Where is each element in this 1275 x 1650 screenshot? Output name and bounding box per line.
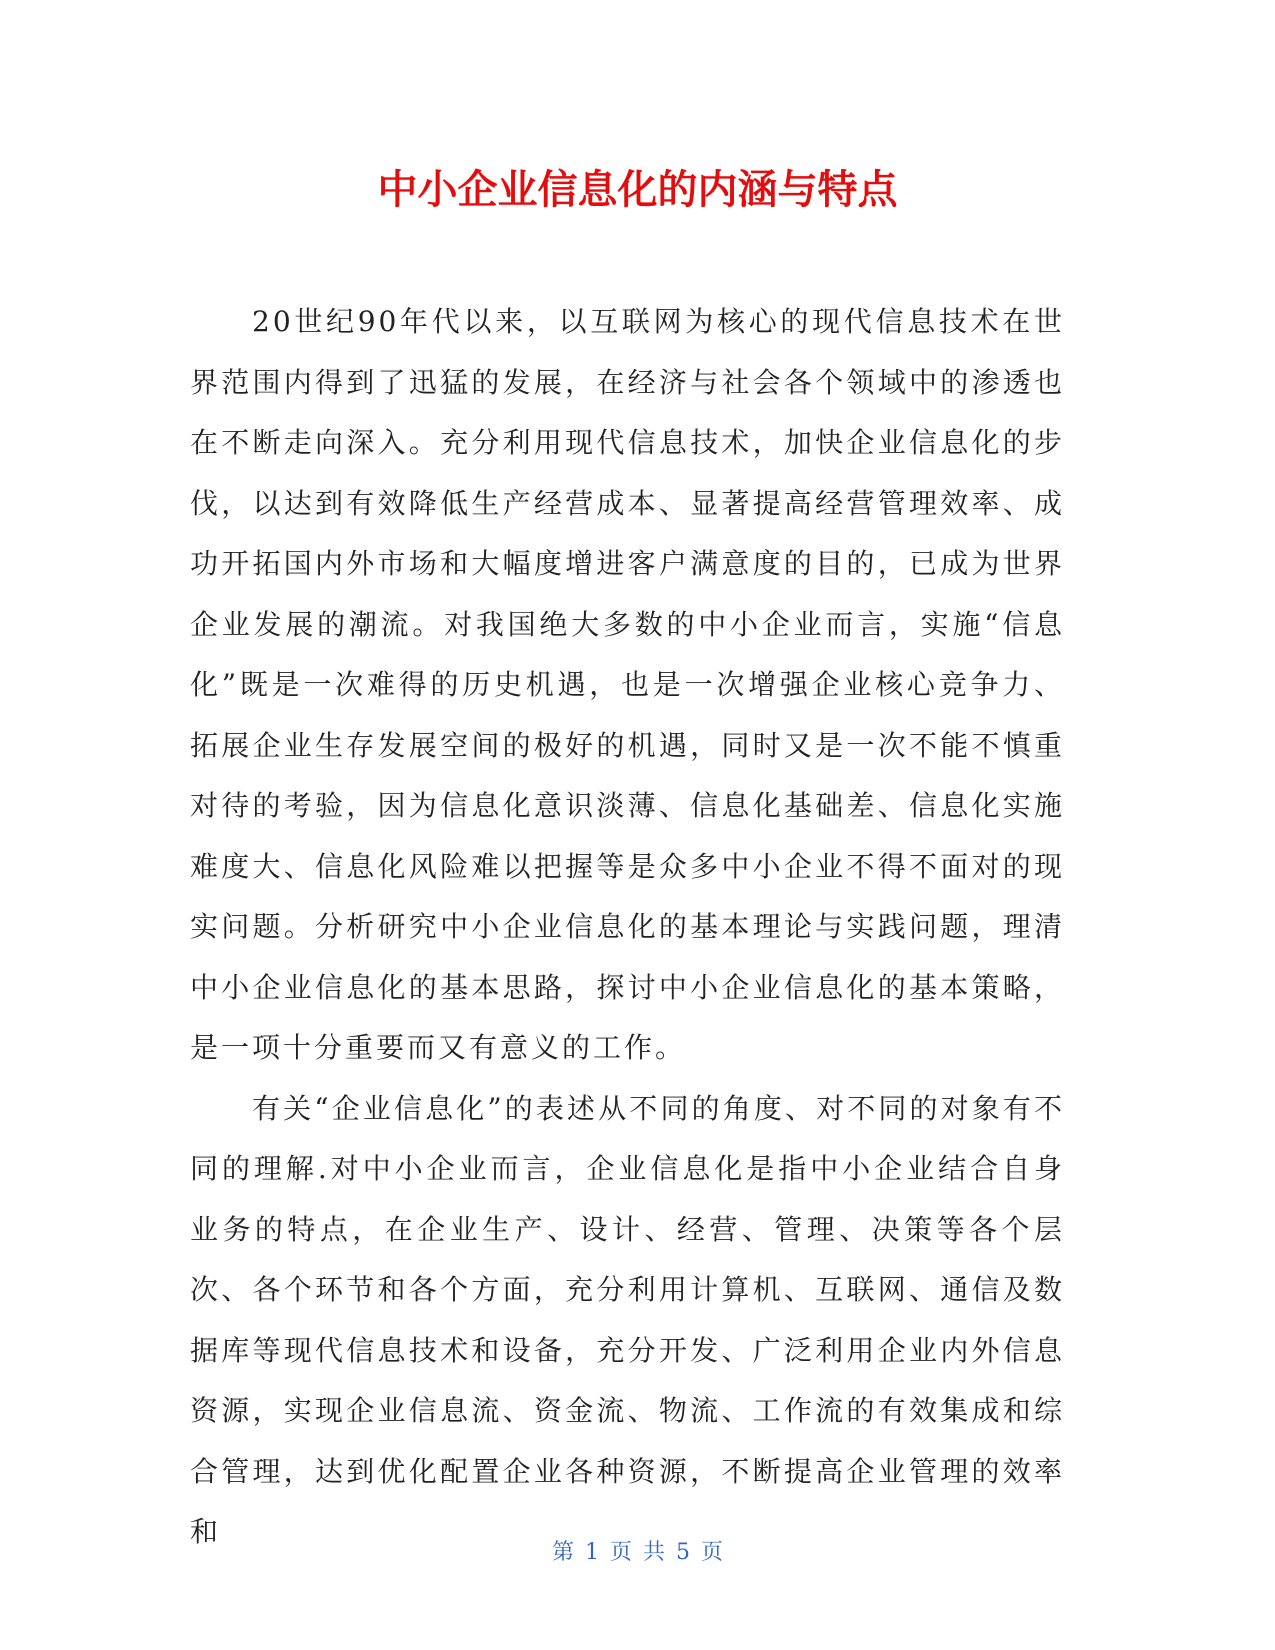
paragraph-1: 20世纪90年代以来，以互联网为核心的现代信息技术在世界范围内得到了迅猛的发展，在经济与社会各个领域中的渗透也在不断走向深入。充分利用现代信息技术，加快企业信息化的步伐，以达到有效降低生产经营成本、显著提高经营管理效率、成功开拓国内外市场和大幅度增进客户满意度的目的，已成为世界企业发展的潮流。对我国绝大多数的中小企业而言，实施“信息化”既是一次难得的历史机遇，也是一次增强企业核心竞争力、拓展企业生存发展空间的极好的机遇，同时又是一次不能不慎重对待的考验，因为信息化意识淡薄、信息化基础差、信息化实施难度大、信息化风险难以把握等是众多中小企业不得不面对的现实问题。分析研究中小企业信息化的基本理论与实践问题，理清中小企业信息化的基本思路，探讨中小企业信息化的基本策略，是一项十分重要而又有意义的工作。: [190, 305, 1065, 1064]
page-number-footer: 第 1 页 共 5 页: [552, 1540, 723, 1565]
document-body: [190, 292, 1065, 1563]
paragraph-2: 有关“企业信息化”的表述从不同的角度、对不同的对象有不同的理解.对中小企业而言，企业信息化是指中小企业结合自身业务的特点，在企业生产、设计、经营、管理、决策等各个层次、各个环节和各个方面，充分利用计算机、互联网、通信及数据库等现代信息技术和设备，充分开发、广泛利用企业内外信息资源，实现企业信息流、资金流、物流、工作流的有效集成和综合管理，达到优化配置企业各种资源，不断提高企业管理的效率和: [190, 1091, 1065, 1548]
document-title: 中小企业信息化的内涵与特点: [377, 167, 898, 213]
